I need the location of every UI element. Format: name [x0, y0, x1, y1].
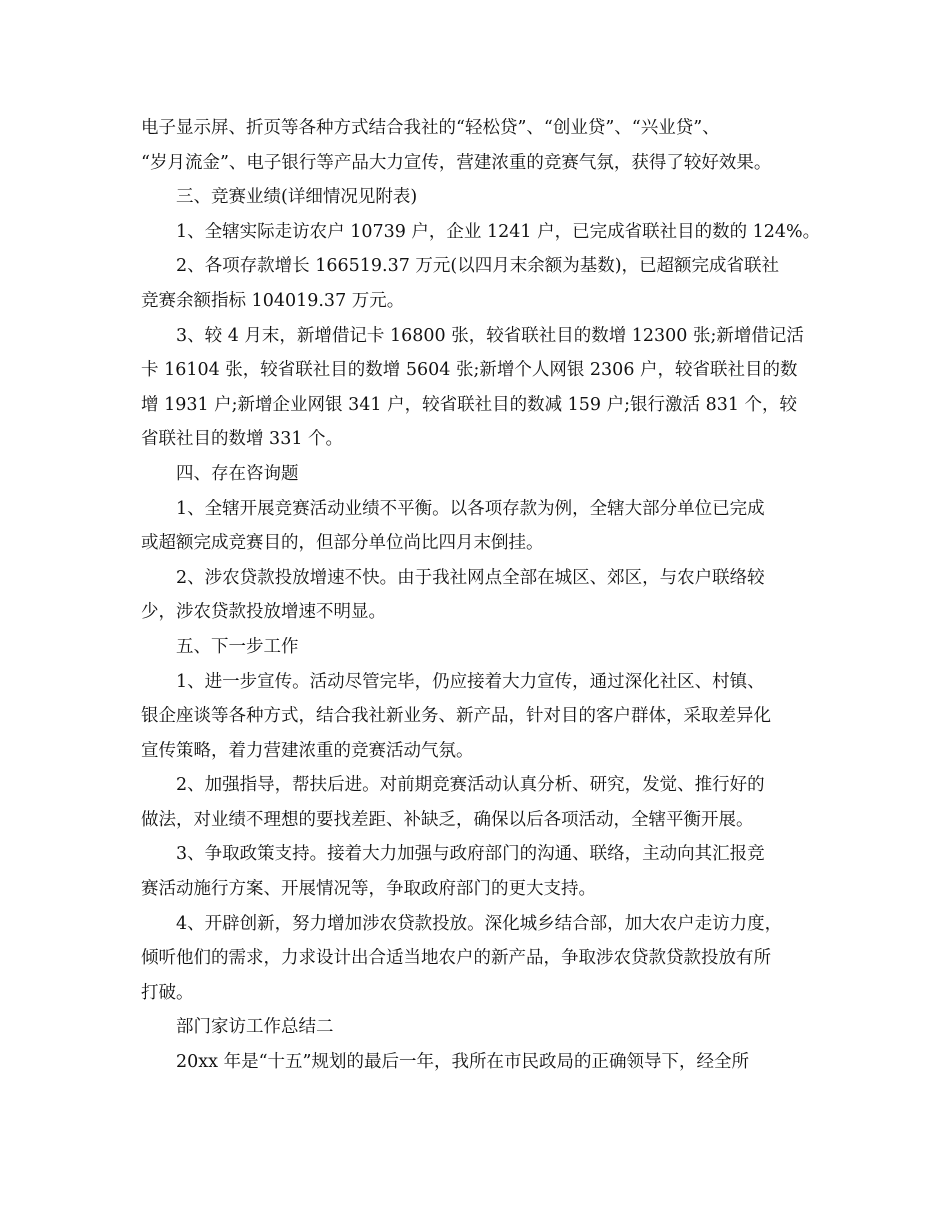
- paragraph-start: 20xx 年是“十五”规划的最后一年，我所在市民政局的正确领导下，经全所: [176, 1052, 749, 1073]
- paragraph-start: 3、较 4 月末，新增借记卡 16800 张，较省联社目的数增 12300 张;新增借记活: [176, 325, 804, 346]
- text-line: 银企座谈等各种方式，结合我社新业务、新产品，针对目的客户群体，采取差异化: [141, 706, 771, 727]
- text-line: 电子显示屏、折页等各种方式结合我社的“轻松贷”、“创业贷”、“兴业贷”、: [141, 118, 720, 138]
- text-line: 少，涉农贷款投放增速不明显。: [141, 602, 386, 623]
- paragraph-start: 2、加强指导，帮扶后进。对前期竞赛活动认真分析、研究，发觉、推行好的: [176, 775, 765, 796]
- paragraph-start: 1、全辖开展竞赛活动业绩不平衡。以各项存款为例，全辖大部分单位已完成: [176, 498, 765, 519]
- section-heading: 五、下一步工作: [176, 636, 299, 657]
- text-line: 竞赛余额指标 104019.37 万元。: [141, 290, 405, 311]
- text-line: 或超额完成竞赛目的，但部分单位尚比四月末倒挂。: [141, 533, 544, 554]
- paragraph-start: 2、涉农贷款投放增速不快。由于我社网点全部在城区、郊区，与农户联络较: [176, 567, 765, 588]
- section-heading: 部门家访工作总结二: [176, 1017, 334, 1038]
- paragraph-start: 1、全辖实际走访农户 10739 户，企业 1241 户，已完成省联社目的数的 124%。: [176, 221, 821, 242]
- text-line: “岁月流金”、电子银行等产品大力宣传，营建浓重的竞赛气氛，获得了较好效果。: [141, 152, 772, 173]
- text-line: 倾听他们的需求，力求设计出合适当地农户的新产品，争取涉农贷款贷款投放有所: [141, 948, 771, 969]
- paragraph-start: 3、争取政策支持。接着大力加强与政府部门的沟通、联络，主动向其汇报竞: [176, 844, 765, 865]
- section-heading: 三、竞赛业绩(详细情况见附表): [176, 187, 418, 208]
- paragraph-start: 1、进一步宣传。活动尽管完毕，仍应接着大力宣传，通过深化社区、村镇、: [176, 671, 765, 692]
- text-line: 省联社目的数增 331 个。: [141, 429, 344, 450]
- text-line: 打破。: [141, 982, 194, 1003]
- text-line: 做法，对业绩不理想的要找差距、补缺乏，确保以后各项活动，全辖平衡开展。: [141, 809, 754, 830]
- text-line: 宣传策略，着力营建浓重的竞赛活动气氛。: [141, 740, 474, 761]
- text-line: 增 1931 户;新增企业网银 341 户，较省联社目的数减 159 户;银行激活 831 个，较: [141, 394, 798, 415]
- section-heading: 四、存在咨询题: [176, 463, 299, 484]
- paragraph-start: 4、开辟创新，努力增加涉农贷款投放。深化城乡结合部，加大农户走访力度，: [176, 913, 783, 934]
- text-line: 赛活动施行方案、开展情况等，争取政府部门的更大支持。: [141, 879, 596, 900]
- text-line: 卡 16104 张，较省联社目的数增 5604 张;新增个人网银 2306 户，较省联社目的数: [141, 360, 798, 381]
- paragraph-start: 2、各项存款增长 166519.37 万元(以四月末余额为基数)，已超额完成省联社: [176, 256, 780, 277]
- document-page: [141, 111, 821, 1080]
